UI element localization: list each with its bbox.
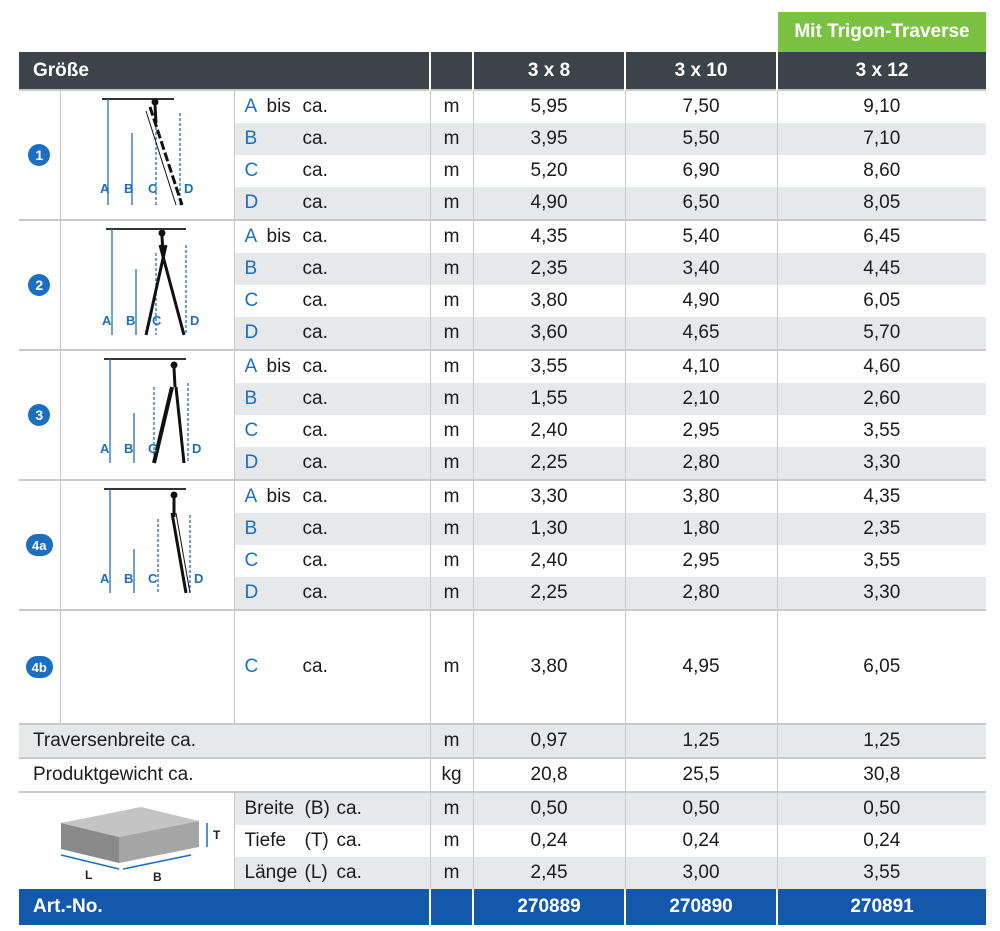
- traverse-row: [19, 724, 986, 758]
- diagram-letter: D: [190, 313, 200, 328]
- ca-text: ca.: [302, 420, 328, 441]
- pack-row: [19, 792, 986, 825]
- unit-cell: m: [430, 317, 473, 350]
- box-letter-t: T: [213, 828, 221, 842]
- value-cell: 6,05: [777, 610, 986, 724]
- group-badge: 3: [28, 404, 50, 426]
- pack-dimension-name: Breite: [244, 798, 295, 819]
- unit-cell: m: [430, 792, 473, 825]
- measure-letter: D: [244, 452, 259, 473]
- measure-letter: B: [244, 388, 258, 409]
- group-badge: 1: [28, 144, 50, 166]
- value-cell: 6,50: [625, 187, 777, 220]
- group-badge-cell: [19, 350, 60, 480]
- unit-cell: m: [430, 610, 473, 724]
- value-cell: 25,5: [625, 758, 777, 792]
- trigon-traverse-badge: Mit Trigon-Traverse: [778, 12, 986, 52]
- value-cell: 8,05: [777, 187, 986, 220]
- bis-text: bis: [266, 486, 291, 507]
- value-cell: 2,45: [473, 857, 625, 889]
- measure-label: [234, 513, 430, 545]
- value-cell: 0,24: [473, 825, 625, 857]
- value-cell: 7,10: [777, 123, 986, 155]
- spec-row: [19, 350, 986, 383]
- measure-label: [234, 545, 430, 577]
- value-cell: 3,00: [625, 857, 777, 889]
- bis-text: bis: [266, 356, 291, 377]
- value-cell: 3,30: [473, 480, 625, 513]
- diagram-letter: C: [148, 181, 158, 196]
- package-box-illustration: [31, 793, 221, 883]
- unit-cell: m: [430, 447, 473, 480]
- value-cell: 2,80: [625, 447, 777, 480]
- measure-label: [234, 383, 430, 415]
- ca-text: ca.: [302, 322, 328, 343]
- unit-cell: m: [430, 545, 473, 577]
- value-cell: 2,25: [473, 577, 625, 610]
- measure-letter: A: [244, 96, 258, 117]
- unit-cell: m: [430, 480, 473, 513]
- value-cell: 6,05: [863, 290, 901, 311]
- value-cell: 4,65: [625, 317, 777, 350]
- col-header-3x10: 3 x 10: [625, 52, 777, 90]
- measure-letter: C: [244, 550, 259, 571]
- group-badge: 2: [28, 274, 50, 296]
- diagram-letter: B: [126, 313, 136, 328]
- value-cell: 1,80: [625, 513, 777, 545]
- measure-letter: A: [244, 226, 258, 247]
- value-cell: 2,25: [473, 447, 625, 480]
- value-cell: 3,30: [777, 577, 986, 610]
- value-cell: 3,95: [473, 123, 625, 155]
- value-cell: 5,20: [473, 155, 625, 187]
- value-cell: 3,55: [863, 550, 901, 571]
- measure-letter: C: [244, 656, 259, 677]
- ladder-illustration-cell: [60, 90, 234, 220]
- diagram-letter: A: [102, 313, 112, 328]
- ca-text: ca.: [302, 128, 328, 149]
- ca-text: ca.: [302, 258, 328, 279]
- ca-text: ca.: [302, 192, 328, 213]
- group-badge: 4b: [26, 656, 53, 678]
- spec-row: [19, 90, 986, 123]
- measure-letter: C: [244, 290, 259, 311]
- group-badge-cell: [19, 220, 60, 350]
- value-cell: 1,25: [625, 724, 777, 758]
- measure-label: [234, 610, 430, 724]
- measure-label: [234, 285, 430, 317]
- diagram-letter: A: [100, 181, 110, 196]
- ca-text: ca.: [336, 862, 362, 883]
- unit-cell: m: [430, 857, 473, 889]
- article-number: 270891: [777, 889, 986, 925]
- diagram-letter: C: [152, 313, 162, 328]
- diagram-letter: B: [124, 181, 134, 196]
- value-cell: 1,55: [473, 383, 625, 415]
- ca-text: ca.: [302, 452, 328, 473]
- pack-dimension-code: (B): [304, 798, 330, 819]
- ca-text: ca.: [302, 226, 328, 247]
- value-cell: 3,80: [473, 610, 625, 724]
- unit-cell: m: [430, 350, 473, 383]
- col-header-3x12: 3 x 12: [777, 52, 986, 90]
- value-cell: 4,90: [625, 285, 777, 317]
- unit-header: [430, 52, 473, 90]
- measure-label: [234, 317, 430, 350]
- ca-text: ca.: [302, 656, 328, 677]
- ladder-diagram: [62, 483, 232, 601]
- value-cell: 30,8: [777, 758, 986, 792]
- value-cell: 5,40: [625, 220, 777, 253]
- value-cell: 8,60: [863, 160, 901, 181]
- value-cell: 2,35: [777, 513, 986, 545]
- ca-text: ca.: [336, 830, 362, 851]
- measure-label: [234, 480, 430, 513]
- measure-label: [234, 253, 430, 285]
- diagram-letter: B: [124, 571, 134, 586]
- value-cell: 20,8: [473, 758, 625, 792]
- unit-cell: m: [430, 415, 473, 447]
- measure-letter: A: [244, 356, 258, 377]
- unit-cell: m: [430, 253, 473, 285]
- diagram-letter: D: [194, 571, 204, 586]
- value-cell: 4,35: [473, 220, 625, 253]
- value-cell: 2,95: [625, 545, 777, 577]
- ca-text: ca.: [336, 798, 362, 819]
- value-cell: 6,45: [777, 220, 986, 253]
- value-cell: 4,45: [777, 253, 986, 285]
- spec-row: [19, 220, 986, 253]
- measure-letter: B: [244, 128, 258, 149]
- diagram-letter: D: [192, 441, 202, 456]
- value-cell: 0,97: [473, 724, 625, 758]
- ladder-illustration-cell: [60, 220, 234, 350]
- measure-letter: C: [244, 420, 259, 441]
- measure-letter: A: [244, 486, 258, 507]
- value-cell: 3,55: [863, 420, 901, 441]
- value-cell: 3,55: [473, 350, 625, 383]
- specification-table: [19, 52, 986, 925]
- value-cell: 3,80: [625, 480, 777, 513]
- header-row: [19, 52, 986, 90]
- pack-dimension-code: (L): [304, 862, 328, 883]
- group-badge-cell: [19, 610, 60, 724]
- value-cell: 0,24: [625, 825, 777, 857]
- measure-letter: C: [244, 160, 259, 181]
- group-badge-cell: [19, 480, 60, 610]
- unit-cell: kg: [430, 758, 473, 792]
- measure-label: [234, 415, 430, 447]
- unit-cell: m: [430, 123, 473, 155]
- ca-text: ca.: [302, 290, 328, 311]
- value-cell: 5,70: [777, 317, 986, 350]
- ca-text: ca.: [302, 160, 328, 181]
- value-cell: 4,95: [625, 610, 777, 724]
- group-badge: 4a: [26, 534, 53, 556]
- value-cell: 4,35: [777, 480, 986, 513]
- unit-cell: m: [430, 155, 473, 187]
- unit-cell: m: [430, 383, 473, 415]
- unit-cell: m: [430, 90, 473, 123]
- value-cell: 0,50: [473, 792, 625, 825]
- ca-text: ca.: [302, 550, 328, 571]
- value-cell: 0,24: [863, 830, 901, 851]
- bis-text: bis: [266, 226, 291, 247]
- value-cell: 2,40: [473, 415, 625, 447]
- measure-label: [234, 90, 430, 123]
- value-cell: 9,10: [777, 90, 986, 123]
- pack-label: [234, 857, 430, 889]
- pack-label: [234, 792, 430, 825]
- value-cell: 3,40: [625, 253, 777, 285]
- article-number: 270890: [625, 889, 777, 925]
- diagram-letter: A: [100, 571, 110, 586]
- value-cell: 3,60: [473, 317, 625, 350]
- value-cell: 3,30: [777, 447, 986, 480]
- ladder-diagram: [62, 93, 232, 211]
- group-badge-cell: [19, 90, 60, 220]
- measure-letter: D: [244, 192, 259, 213]
- value-cell: 2,60: [777, 383, 986, 415]
- measure-label: [234, 447, 430, 480]
- spec-row-4b: [19, 610, 986, 724]
- empty-illustration-cell: [60, 610, 234, 724]
- article-number-row: [19, 889, 986, 925]
- box-letter-b: B: [153, 870, 162, 883]
- value-cell: 0,50: [777, 792, 986, 825]
- measure-letter: B: [244, 258, 258, 279]
- measure-label: [234, 187, 430, 220]
- value-cell: 2,80: [625, 577, 777, 610]
- unit-cell: m: [430, 513, 473, 545]
- diagram-letter: B: [124, 441, 134, 456]
- value-cell: 6,90: [625, 155, 777, 187]
- value-cell: 2,35: [473, 253, 625, 285]
- value-cell: 5,50: [625, 123, 777, 155]
- ca-text: ca.: [302, 96, 328, 117]
- unit-cell: [430, 889, 473, 925]
- value-cell: 7,50: [625, 90, 777, 123]
- pack-dimension-code: (T): [304, 830, 329, 851]
- value-cell: 4,10: [625, 350, 777, 383]
- value-cell: 5,95: [473, 90, 625, 123]
- ladder-illustration-cell: [60, 480, 234, 610]
- ladder-diagram: [62, 223, 232, 341]
- unit-cell: m: [430, 187, 473, 220]
- unit-cell: m: [430, 825, 473, 857]
- bis-text: bis: [266, 96, 291, 117]
- ca-text: ca.: [302, 388, 328, 409]
- ca-text: ca.: [302, 518, 328, 539]
- pack-dimension-name: Tiefe: [244, 830, 287, 851]
- measure-label: [234, 220, 430, 253]
- package-box-cell: [19, 792, 234, 889]
- article-number-label: Art.-No.: [19, 889, 430, 925]
- diagram-letter: C: [148, 441, 158, 456]
- traverse-label: Traversenbreite ca.: [19, 724, 430, 758]
- unit-cell: m: [430, 285, 473, 317]
- groesse-header: Größe: [19, 52, 430, 90]
- value-cell: 2,10: [625, 383, 777, 415]
- box-letter-l: L: [85, 868, 93, 882]
- article-number: 270889: [473, 889, 625, 925]
- diagram-letter: D: [184, 181, 194, 196]
- measure-letter: D: [244, 322, 259, 343]
- value-cell: 2,95: [625, 415, 777, 447]
- unit-cell: m: [430, 220, 473, 253]
- ladder-diagram: [62, 353, 232, 471]
- weight-row: [19, 758, 986, 792]
- value-cell: 2,40: [473, 545, 625, 577]
- diagram-letter: C: [148, 571, 158, 586]
- unit-cell: m: [430, 577, 473, 610]
- measure-label: [234, 123, 430, 155]
- ladder-illustration-cell: [60, 350, 234, 480]
- unit-cell: m: [430, 724, 473, 758]
- ca-text: ca.: [302, 486, 328, 507]
- measure-label: [234, 155, 430, 187]
- ca-text: ca.: [302, 582, 328, 603]
- value-cell: 0,50: [625, 792, 777, 825]
- pack-label: [234, 825, 430, 857]
- col-header-3x8: 3 x 8: [473, 52, 625, 90]
- value-cell: 1,30: [473, 513, 625, 545]
- value-cell: 3,80: [473, 285, 625, 317]
- measure-label: [234, 350, 430, 383]
- spec-row: [19, 480, 986, 513]
- ca-text: ca.: [302, 356, 328, 377]
- value-cell: 4,60: [777, 350, 986, 383]
- measure-label: [234, 577, 430, 610]
- measure-letter: B: [244, 518, 258, 539]
- value-cell: 4,90: [473, 187, 625, 220]
- diagram-letter: A: [100, 441, 110, 456]
- value-cell: 3,55: [777, 857, 986, 889]
- measure-letter: D: [244, 582, 259, 603]
- pack-dimension-name: Länge: [244, 862, 298, 883]
- value-cell: 1,25: [777, 724, 986, 758]
- weight-label: Produktgewicht ca.: [19, 758, 430, 792]
